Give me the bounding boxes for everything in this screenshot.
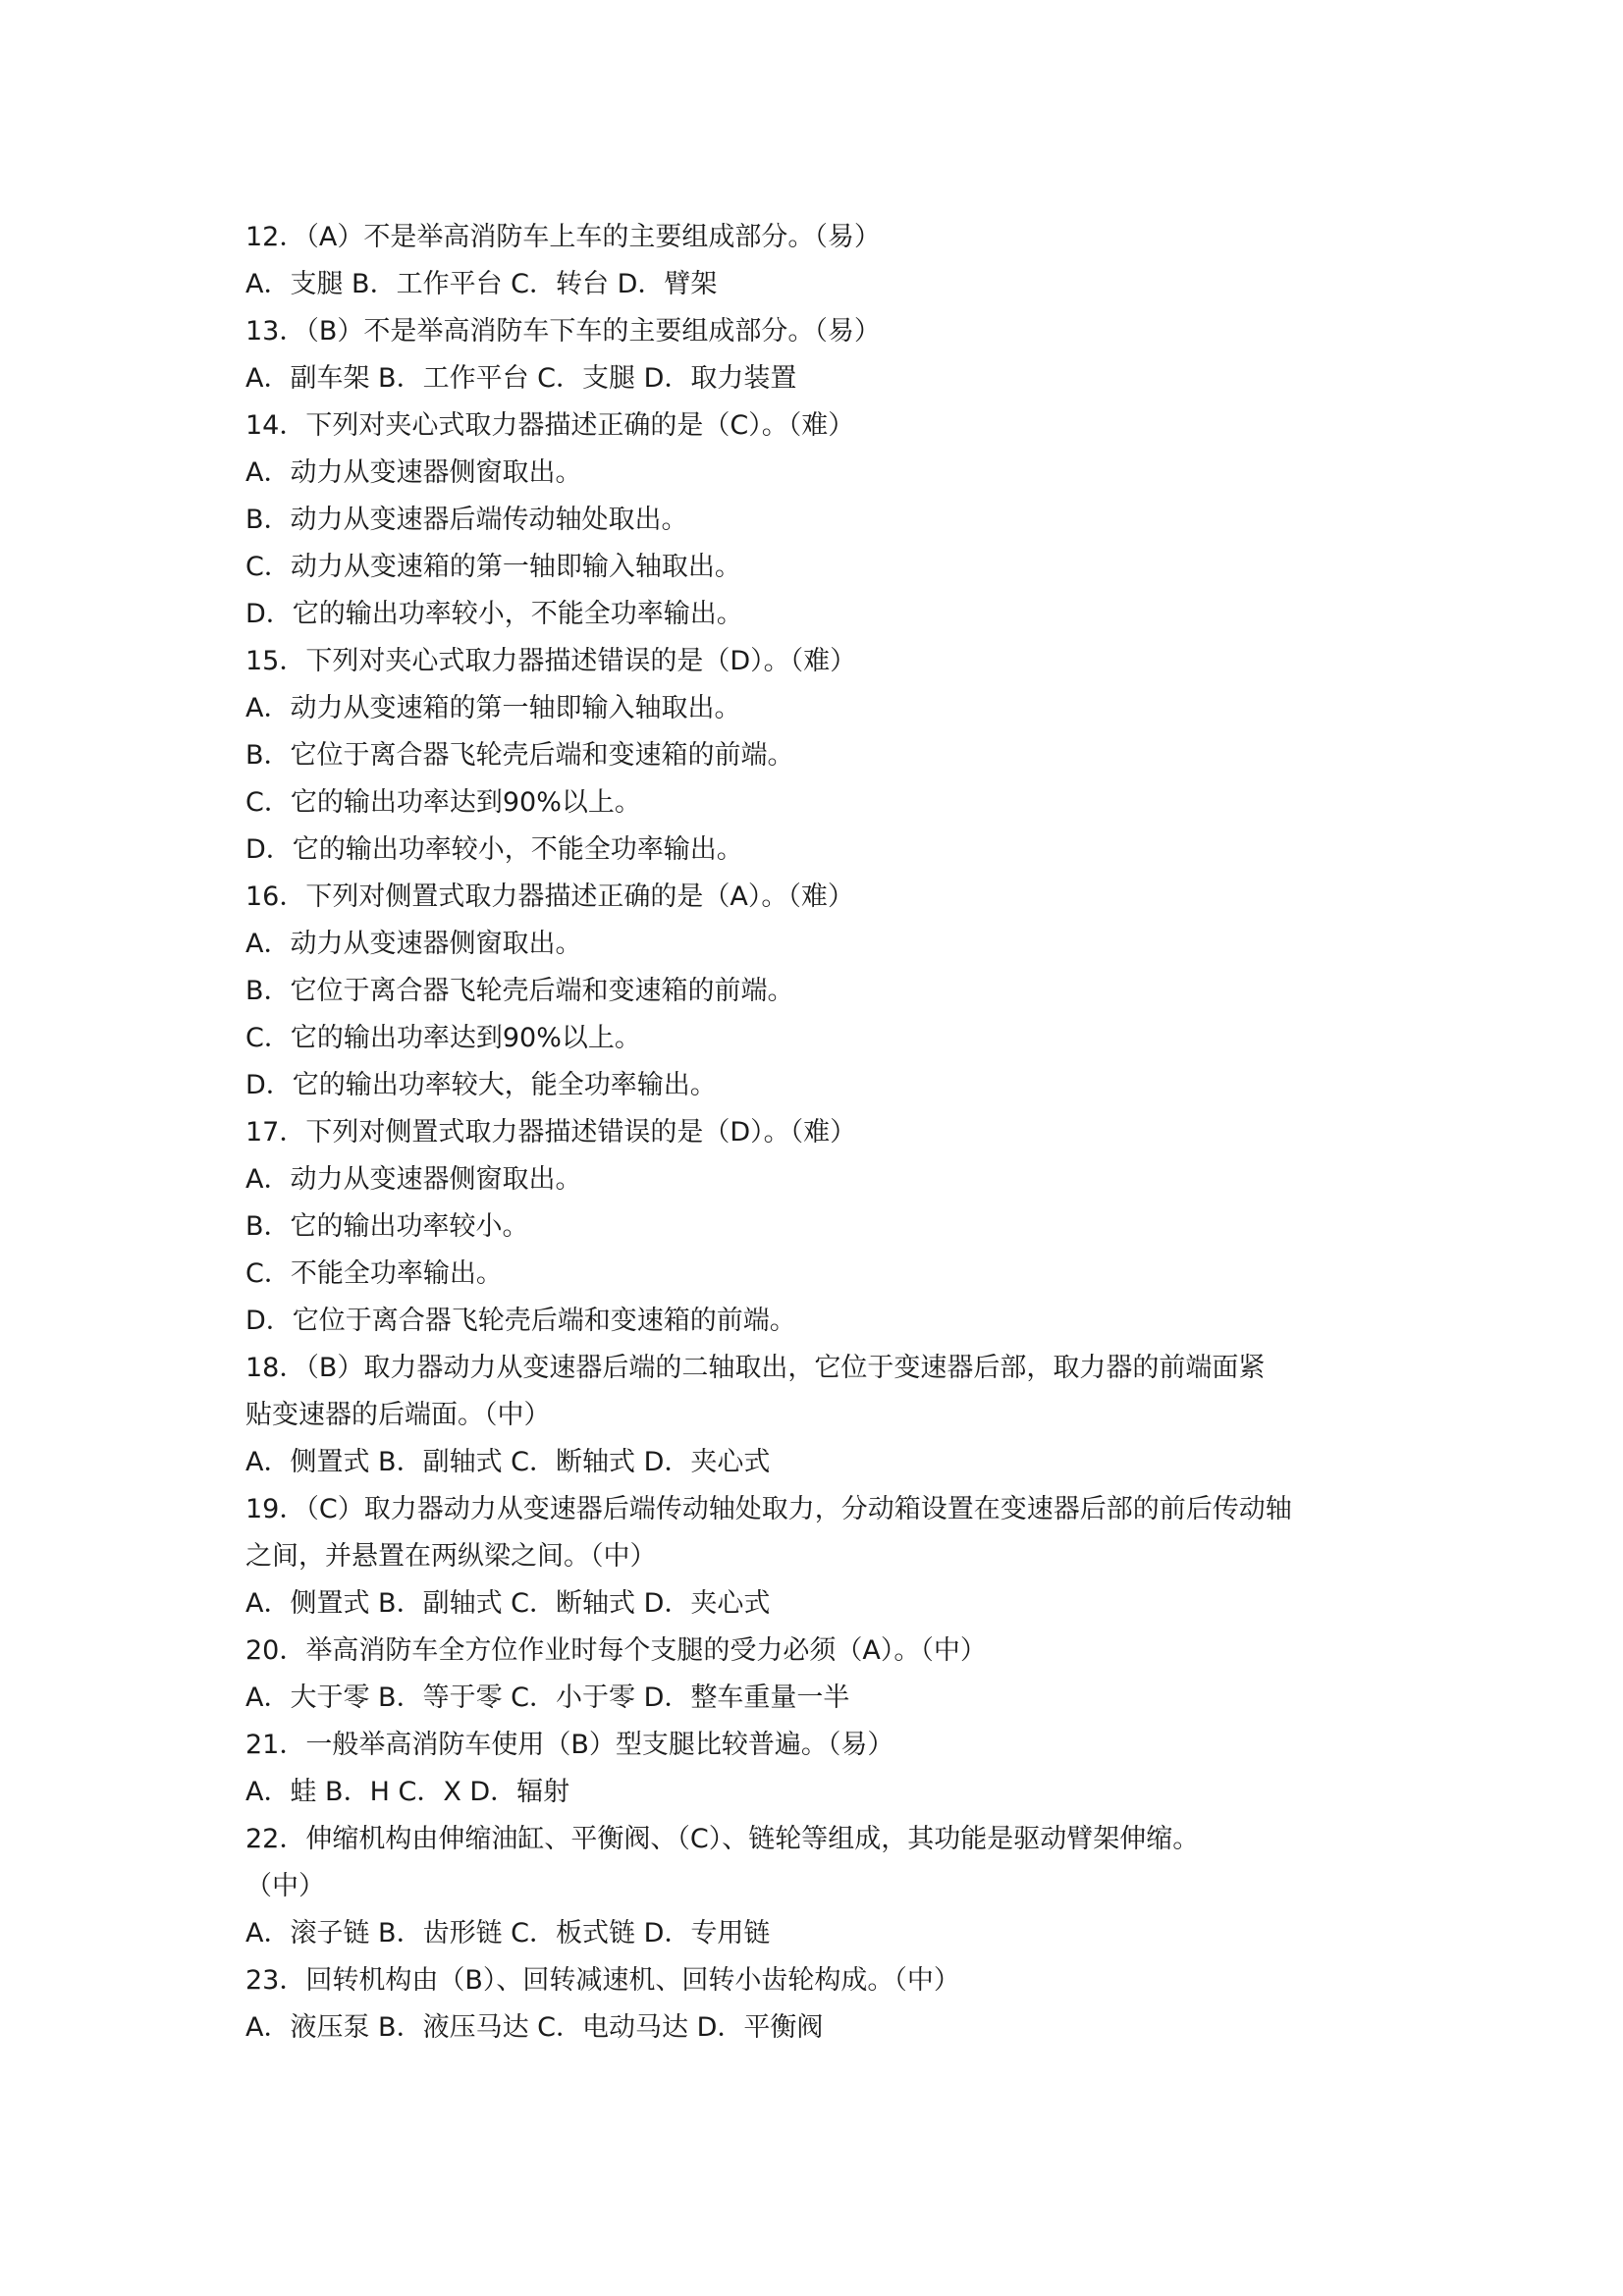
question-15-option-c: C．它的输出功率达到90%以上。 bbox=[245, 787, 641, 818]
question-18-stem-line-1: 18．（B）取力器动力从变速器后端的二轴取出，它位于变速器后部，取力器的前端面紧 bbox=[245, 1353, 1266, 1383]
question-21-stem: 21．一般举高消防车使用（B）型支腿比较普遍。（易） bbox=[245, 1730, 894, 1760]
question-22-stem-line-2: （中） bbox=[245, 1871, 325, 1901]
question-16-option-d: D．它的输出功率较大，能全功率输出。 bbox=[245, 1070, 717, 1100]
question-17-option-c: C．不能全功率输出。 bbox=[245, 1258, 503, 1289]
question-14-option-c: C．动力从变速箱的第一轴即输入轴取出。 bbox=[245, 552, 741, 582]
question-19-stem-line-2: 之间，并悬置在两纵梁之间。（中） bbox=[245, 1541, 657, 1572]
question-20-options: A．大于零 B．等于零 C．小于零 D．整车重量一半 bbox=[245, 1682, 850, 1713]
question-22-options: A．滚子链 B．齿形链 C．板式链 D．专用链 bbox=[245, 1918, 771, 1949]
question-17-option-d: D．它位于离合器飞轮壳后端和变速箱的前端。 bbox=[245, 1306, 796, 1336]
question-17-stem: 17．下列对侧置式取力器描述错误的是（D）。（难） bbox=[245, 1117, 857, 1148]
question-21-options: A．蛙 B．H C．X D．辐射 bbox=[245, 1777, 570, 1807]
question-14-option-b: B．动力从变速器后端传动轴处取出。 bbox=[245, 505, 688, 535]
question-18-stem-line-2: 贴变速器的后端面。（中） bbox=[245, 1400, 551, 1430]
question-16-option-a: A．动力从变速器侧窗取出。 bbox=[245, 929, 582, 959]
question-17-option-b: B．它的输出功率较小。 bbox=[245, 1211, 529, 1242]
question-15-stem: 15．下列对夹心式取力器描述错误的是（D）。（难） bbox=[245, 646, 857, 676]
question-16-stem: 16．下列对侧置式取力器描述正确的是（A）。（难） bbox=[245, 881, 854, 912]
question-12-options: A．支腿 B．工作平台 C．转台 D．臂架 bbox=[245, 269, 718, 299]
question-15-option-b: B．它位于离合器飞轮壳后端和变速箱的前端。 bbox=[245, 740, 794, 771]
question-16-option-c: C．它的输出功率达到90%以上。 bbox=[245, 1023, 641, 1053]
question-14-option-a: A．动力从变速器侧窗取出。 bbox=[245, 457, 582, 488]
question-list bbox=[245, 214, 1394, 2052]
question-22-stem-line-1: 22．伸缩机构由伸缩油缸、平衡阀、（C）、链轮等组成，其功能是驱动臂架伸缩。 bbox=[245, 1824, 1200, 1854]
question-23-stem: 23．回转机构由（B）、回转减速机、回转小齿轮构成。（中） bbox=[245, 1965, 960, 1996]
question-18-options: A．侧置式 B．副轴式 C．断轴式 D．夹心式 bbox=[245, 1447, 771, 1477]
question-19-stem-line-1: 19．（C）取力器动力从变速器后端传动轴处取力，分动箱设置在变速器后部的前后传动轴 bbox=[245, 1494, 1292, 1524]
question-14-option-d: D．它的输出功率较小，不能全功率输出。 bbox=[245, 599, 743, 629]
question-20-stem: 20．举高消防车全方位作业时每个支腿的受力必须（A）。（中） bbox=[245, 1635, 987, 1666]
question-12-stem: 12．（A）不是举高消防车上车的主要组成部分。（易） bbox=[245, 222, 881, 252]
question-19-options: A．侧置式 B．副轴式 C．断轴式 D．夹心式 bbox=[245, 1588, 771, 1619]
question-13-stem: 13．（B）不是举高消防车下车的主要组成部分。（易） bbox=[245, 316, 881, 347]
question-16-option-b: B．它位于离合器飞轮壳后端和变速箱的前端。 bbox=[245, 976, 794, 1006]
question-14-stem: 14．下列对夹心式取力器描述正确的是（C）。（难） bbox=[245, 410, 855, 441]
question-13-options: A．副车架 B．工作平台 C．支腿 D．取力装置 bbox=[245, 363, 797, 394]
question-17-option-a: A．动力从变速器侧窗取出。 bbox=[245, 1164, 582, 1195]
question-15-option-d: D．它的输出功率较小，不能全功率输出。 bbox=[245, 834, 743, 865]
question-15-option-a: A．动力从变速箱的第一轴即输入轴取出。 bbox=[245, 693, 741, 723]
question-23-options: A．液压泵 B．液压马达 C．电动马达 D．平衡阀 bbox=[245, 2012, 824, 2043]
